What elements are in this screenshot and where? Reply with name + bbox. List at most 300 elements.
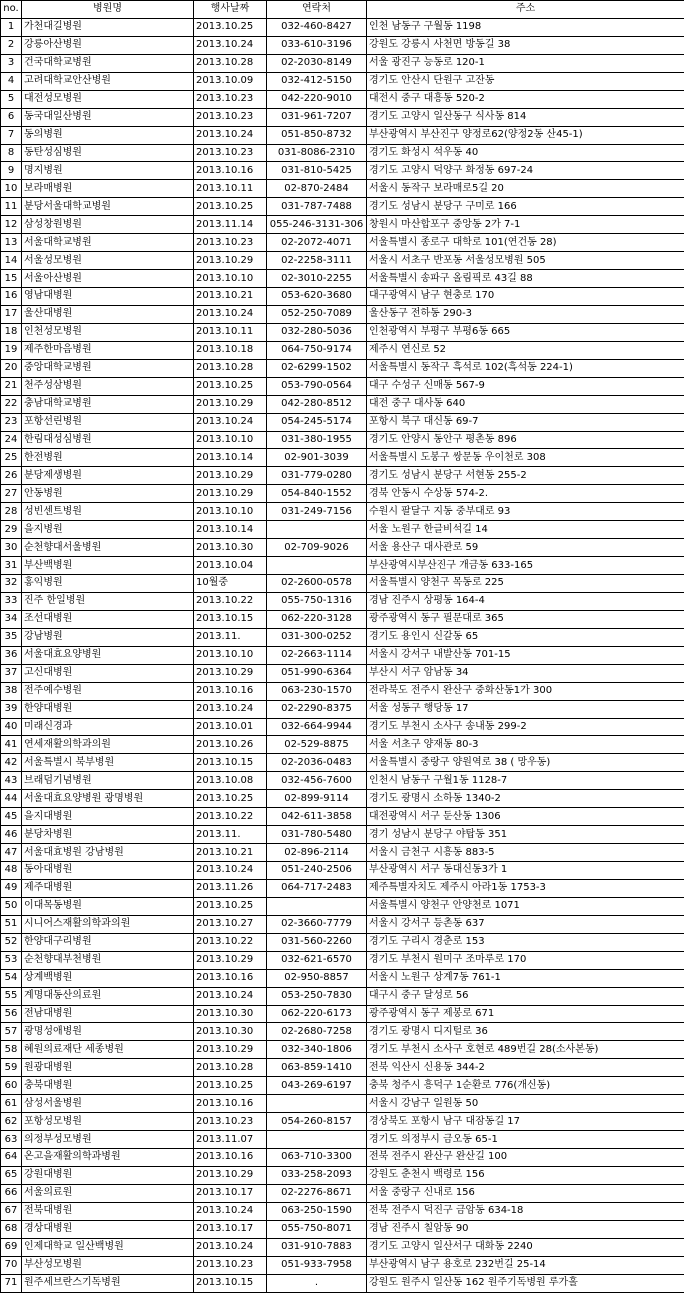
address-cell: 서울 노원구 한글비석길 14 xyxy=(367,521,684,539)
address-cell: 서울시 강남구 일원동 50 xyxy=(367,1095,684,1113)
hospital-name-cell: 한전병원 xyxy=(22,449,194,467)
phone-number-cell: 055-246-3131-306 xyxy=(267,216,367,234)
hospital-name-cell: 계명대동산의료원 xyxy=(22,987,194,1005)
table-row xyxy=(1,1166,684,1184)
hospital-name-cell: 울산대병원 xyxy=(22,305,194,323)
phone-number-cell: 063-710-3300 xyxy=(267,1149,367,1167)
table-row xyxy=(1,413,684,431)
event-date-cell: 2013.10.22 xyxy=(194,592,267,610)
address-cell: 서울시 강서구 등촌동 637 xyxy=(367,915,684,933)
table-row xyxy=(1,628,684,646)
address-cell: 경기도 고양시 일산서구 대화동 2240 xyxy=(367,1238,684,1256)
row-number-cell: 12 xyxy=(1,216,22,234)
address-cell: 경기도 의정부시 금오동 65-1 xyxy=(367,1131,684,1149)
phone-number-cell: 02-6299-1502 xyxy=(267,359,367,377)
event-date-cell: 2013.10.22 xyxy=(194,933,267,951)
event-date-cell: 2013.10.11 xyxy=(194,323,267,341)
hospital-name-cell: 건국대학교병원 xyxy=(22,54,194,72)
event-date-cell: 2013.10.15 xyxy=(194,1274,267,1292)
hospital-name-cell: 동아대병원 xyxy=(22,862,194,880)
table-row xyxy=(1,557,684,575)
event-date-cell: 2013.10.11 xyxy=(194,180,267,198)
row-number-cell: 23 xyxy=(1,413,22,431)
table-row xyxy=(1,467,684,485)
table-row xyxy=(1,592,684,610)
phone-number-cell xyxy=(267,897,367,915)
event-date-cell: 2013.10.29 xyxy=(194,485,267,503)
event-date-cell: 2013.10.25 xyxy=(194,1077,267,1095)
address-cell: 대전 중구 대사동 640 xyxy=(367,395,684,413)
address-cell: 경기도 부천시 소사구 송내동 299-2 xyxy=(367,718,684,736)
row-number-cell: 63 xyxy=(1,1131,22,1149)
hospital-name-cell: 분당차병원 xyxy=(22,826,194,844)
table-row xyxy=(1,108,684,126)
event-date-cell: 2013.10.25 xyxy=(194,897,267,915)
address-cell: 서울 성동구 행당동 17 xyxy=(367,700,684,718)
address-cell: 경기도 광명시 디지털로 36 xyxy=(367,1023,684,1041)
row-number-cell: 22 xyxy=(1,395,22,413)
row-number-cell: 24 xyxy=(1,431,22,449)
address-cell: 경상북도 포항시 남구 대잠동길 17 xyxy=(367,1113,684,1131)
event-date-cell: 2013.10.21 xyxy=(194,844,267,862)
hospital-name-cell: 중앙대학교병원 xyxy=(22,359,194,377)
table-row xyxy=(1,1202,684,1220)
event-date-cell: 2013.10.29 xyxy=(194,467,267,485)
row-number-cell: 47 xyxy=(1,844,22,862)
event-date-cell: 2013.10.30 xyxy=(194,1023,267,1041)
event-date-cell: 2013.10.01 xyxy=(194,718,267,736)
row-number-cell: 16 xyxy=(1,288,22,306)
address-cell: 경기도 부천시 원미구 조마루로 170 xyxy=(367,951,684,969)
table-row xyxy=(1,359,684,377)
event-date-cell: 2013.10.25 xyxy=(194,377,267,395)
hospital-name-cell: 을지대병원 xyxy=(22,808,194,826)
hospital-name-cell: 원광대병원 xyxy=(22,1059,194,1077)
event-date-cell: 2013.10.24 xyxy=(194,413,267,431)
address-cell: 부산광역시 서구 동대신동3가 1 xyxy=(367,862,684,880)
row-number-cell: 55 xyxy=(1,987,22,1005)
row-number-cell: 51 xyxy=(1,915,22,933)
table-row xyxy=(1,323,684,341)
row-number-cell: 68 xyxy=(1,1220,22,1238)
hospital-name-cell: 부산백병원 xyxy=(22,557,194,575)
hospital-name-cell: 미래신경과 xyxy=(22,718,194,736)
address-cell: 대구광역시 남구 현충로 170 xyxy=(367,288,684,306)
phone-number-cell: 02-901-3039 xyxy=(267,449,367,467)
hospital-name-cell: 시니어스재활의학과의원 xyxy=(22,915,194,933)
table-row xyxy=(1,1059,684,1077)
address-cell: 경기도 성남시 분당구 서현동 255-2 xyxy=(367,467,684,485)
table-row xyxy=(1,180,684,198)
table-row xyxy=(1,862,684,880)
phone-number-cell: 02-2276-8671 xyxy=(267,1184,367,1202)
table-row xyxy=(1,395,684,413)
table-row xyxy=(1,1095,684,1113)
phone-number-cell: 055-750-8071 xyxy=(267,1220,367,1238)
table-row xyxy=(1,216,684,234)
address-cell: 강원도 춘천시 백령로 156 xyxy=(367,1166,684,1184)
hospital-name-cell: 대전성모병원 xyxy=(22,90,194,108)
hospital-name-cell: 동의병원 xyxy=(22,126,194,144)
row-number-cell: 32 xyxy=(1,575,22,593)
row-number-cell: 35 xyxy=(1,628,22,646)
phone-number-cell: 02-2680-7258 xyxy=(267,1023,367,1041)
event-date-cell: 2013.10.10 xyxy=(194,503,267,521)
address-cell: 경기도 고양시 일산동구 식사동 814 xyxy=(367,108,684,126)
row-number-cell: 4 xyxy=(1,72,22,90)
event-date-cell: 2013.11.14 xyxy=(194,216,267,234)
address-cell: 부산광역시 부산진구 양정로62(양정2동 산45-1) xyxy=(367,126,684,144)
row-number-cell: 11 xyxy=(1,198,22,216)
address-cell: 서울특별시 양천구 안양천로 1071 xyxy=(367,897,684,915)
hospital-name-cell: 천주성삼병원 xyxy=(22,377,194,395)
hospital-name-cell: 강남병원 xyxy=(22,628,194,646)
hospital-name-cell: 서울대학교병원 xyxy=(22,234,194,252)
event-date-cell: 2013.10.24 xyxy=(194,1202,267,1220)
phone-number-cell: 051-990-6364 xyxy=(267,664,367,682)
phone-number-cell: 054-260-8157 xyxy=(267,1113,367,1131)
phone-number-cell: 032-340-1806 xyxy=(267,1041,367,1059)
table-row xyxy=(1,1256,684,1274)
table-row xyxy=(1,144,684,162)
phone-number-cell xyxy=(267,557,367,575)
row-number-cell: 21 xyxy=(1,377,22,395)
address-cell: 경기도 용인시 신갈동 65 xyxy=(367,628,684,646)
address-cell: 서울시 강서구 내발산동 701-15 xyxy=(367,646,684,664)
event-date-cell: 2013.11.07 xyxy=(194,1131,267,1149)
table-row xyxy=(1,754,684,772)
hospital-name-cell: 명지병원 xyxy=(22,162,194,180)
event-date-cell: 2013.10.16 xyxy=(194,1095,267,1113)
phone-number-cell: 02-2600-0578 xyxy=(267,575,367,593)
hospital-name-cell: 브래덤기념병원 xyxy=(22,772,194,790)
hospital-name-cell: 한양대구리병원 xyxy=(22,933,194,951)
phone-number-cell: 02-3010-2255 xyxy=(267,270,367,288)
hospital-name-cell: 성빈센트병원 xyxy=(22,503,194,521)
hospital-name-cell: 원주세브란스기독병원 xyxy=(22,1274,194,1292)
hospital-name-cell: 인천성모병원 xyxy=(22,323,194,341)
event-date-cell: 2013.10.15 xyxy=(194,754,267,772)
row-number-cell: 18 xyxy=(1,323,22,341)
table-row xyxy=(1,1238,684,1256)
address-cell: 전북 익산시 신용동 344-2 xyxy=(367,1059,684,1077)
event-date-cell: 2013.10.24 xyxy=(194,700,267,718)
row-number-cell: 69 xyxy=(1,1238,22,1256)
phone-number-cell: 02-3660-7779 xyxy=(267,915,367,933)
hospital-name-cell: 온고을재활의학과병원 xyxy=(22,1149,194,1167)
event-date-cell: 2013.10.09 xyxy=(194,72,267,90)
phone-number-cell: 02-870-2484 xyxy=(267,180,367,198)
address-cell: 울산동구 전하동 290-3 xyxy=(367,305,684,323)
event-date-cell: 2013.10.28 xyxy=(194,1059,267,1077)
hospital-name-cell: 삼성서울병원 xyxy=(22,1095,194,1113)
hospital-name-cell: 서울아산병원 xyxy=(22,270,194,288)
phone-number-cell: 02-2663-1114 xyxy=(267,646,367,664)
event-date-cell: 2013.10.25 xyxy=(194,198,267,216)
phone-number-cell: 042-280-8512 xyxy=(267,395,367,413)
phone-number-cell: 032-664-9944 xyxy=(267,718,367,736)
row-number-cell: 3 xyxy=(1,54,22,72)
event-date-cell: 2013.10.16 xyxy=(194,162,267,180)
phone-number-cell xyxy=(267,1131,367,1149)
header-hospital-name: 병원명 xyxy=(22,1,194,19)
address-cell: 경기도 구리시 경춘로 153 xyxy=(367,933,684,951)
hospital-name-cell: 보라매병원 xyxy=(22,180,194,198)
table-row xyxy=(1,575,684,593)
row-number-cell: 27 xyxy=(1,485,22,503)
hospital-name-cell: 부산성모병원 xyxy=(22,1256,194,1274)
address-cell: 대전광역시 서구 둔산동 1306 xyxy=(367,808,684,826)
hospital-name-cell: 충북대병원 xyxy=(22,1077,194,1095)
address-cell: 서울시 서초구 반포동 서울성모병원 505 xyxy=(367,252,684,270)
hospital-name-cell: 서울대효요양병원 광명병원 xyxy=(22,790,194,808)
phone-number-cell: 054-245-5174 xyxy=(267,413,367,431)
table-row xyxy=(1,252,684,270)
row-number-cell: 45 xyxy=(1,808,22,826)
table-row xyxy=(1,915,684,933)
row-number-cell: 70 xyxy=(1,1256,22,1274)
event-date-cell: 2013.10.29 xyxy=(194,252,267,270)
phone-number-cell: 02-896-2114 xyxy=(267,844,367,862)
table-row xyxy=(1,449,684,467)
event-date-cell: 2013.10.08 xyxy=(194,772,267,790)
event-date-cell: 2013.10.29 xyxy=(194,664,267,682)
event-date-cell: 2013.10.10 xyxy=(194,431,267,449)
address-cell: 서울특별시 중랑구 양원역로 38 ( 망우동) xyxy=(367,754,684,772)
address-cell: 경기도 안양시 동안구 평촌동 896 xyxy=(367,431,684,449)
hospital-name-cell: 순천향대부천병원 xyxy=(22,951,194,969)
table-row xyxy=(1,987,684,1005)
phone-number-cell: 02-2258-3111 xyxy=(267,252,367,270)
phone-number-cell: 02-2030-8149 xyxy=(267,54,367,72)
address-cell: 광주광역시 동구 필문대로 365 xyxy=(367,610,684,628)
phone-number-cell: 032-460-8427 xyxy=(267,18,367,36)
table-row xyxy=(1,897,684,915)
phone-number-cell: 031-8086-2310 xyxy=(267,144,367,162)
event-date-cell: 2013.11.26 xyxy=(194,879,267,897)
address-cell: 경기 성남시 분당구 야탑동 351 xyxy=(367,826,684,844)
phone-number-cell: 062-220-3128 xyxy=(267,610,367,628)
address-cell: 경기도 성남시 분당구 구미로 166 xyxy=(367,198,684,216)
phone-number-cell: 032-280-5036 xyxy=(267,323,367,341)
event-date-cell: 2013.10.24 xyxy=(194,862,267,880)
table-row xyxy=(1,646,684,664)
table-row xyxy=(1,664,684,682)
event-date-cell: 2013.10.14 xyxy=(194,521,267,539)
event-date-cell: 2013.11. xyxy=(194,628,267,646)
row-number-cell: 20 xyxy=(1,359,22,377)
address-cell: 인천시 남동구 구월1동 1128-7 xyxy=(367,772,684,790)
row-number-cell: 39 xyxy=(1,700,22,718)
row-number-cell: 65 xyxy=(1,1166,22,1184)
event-date-cell: 2013.10.27 xyxy=(194,915,267,933)
phone-number-cell: 031-300-0252 xyxy=(267,628,367,646)
table-row xyxy=(1,1220,684,1238)
hospital-name-cell: 홍익병원 xyxy=(22,575,194,593)
hospital-name-cell: 서울성모병원 xyxy=(22,252,194,270)
table-row xyxy=(1,305,684,323)
address-cell: 경기도 화성시 석우동 40 xyxy=(367,144,684,162)
table-row xyxy=(1,198,684,216)
phone-number-cell: 02-529-8875 xyxy=(267,736,367,754)
event-date-cell: 2013.10.26 xyxy=(194,736,267,754)
phone-number-cell: 02-2072-4071 xyxy=(267,234,367,252)
phone-number-cell: 033-258-2093 xyxy=(267,1166,367,1184)
row-number-cell: 71 xyxy=(1,1274,22,1292)
address-cell: 경기도 부천시 소사구 호현로 489번길 28(소사본동) xyxy=(367,1041,684,1059)
row-number-cell: 15 xyxy=(1,270,22,288)
table-row xyxy=(1,933,684,951)
hospital-name-cell: 순천향대서울병원 xyxy=(22,539,194,557)
table-body xyxy=(1,18,684,1292)
event-date-cell: 10월중 xyxy=(194,575,267,593)
phone-number-cell: 064-750-9174 xyxy=(267,341,367,359)
hospital-name-cell: 제주대병원 xyxy=(22,879,194,897)
row-number-cell: 64 xyxy=(1,1149,22,1167)
row-number-cell: 7 xyxy=(1,126,22,144)
row-number-cell: 44 xyxy=(1,790,22,808)
hospital-name-cell: 한림대성심병원 xyxy=(22,431,194,449)
phone-number-cell: 051-850-8732 xyxy=(267,126,367,144)
event-date-cell: 2013.10.23 xyxy=(194,1256,267,1274)
row-number-cell: 19 xyxy=(1,341,22,359)
hospital-name-cell: 고려대학교안산병원 xyxy=(22,72,194,90)
address-cell: 강원도 원주시 일산동 162 원주기독병원 루가홀 xyxy=(367,1274,684,1292)
address-cell: 전북 전주시 완산구 완산길 100 xyxy=(367,1149,684,1167)
phone-number-cell: 052-250-7089 xyxy=(267,305,367,323)
table-row xyxy=(1,36,684,54)
address-cell: 창원시 마산합포구 중앙동 2가 7-1 xyxy=(367,216,684,234)
event-date-cell: 2013.10.17 xyxy=(194,1184,267,1202)
hospital-name-cell: 전남대병원 xyxy=(22,1005,194,1023)
phone-number-cell: 031-779-0280 xyxy=(267,467,367,485)
row-number-cell: 50 xyxy=(1,897,22,915)
event-date-cell: 2013.10.29 xyxy=(194,1166,267,1184)
table-row xyxy=(1,1077,684,1095)
address-cell: 대구시 중구 달성로 56 xyxy=(367,987,684,1005)
row-number-cell: 2 xyxy=(1,36,22,54)
hospital-name-cell: 포항성모병원 xyxy=(22,1113,194,1131)
hospital-name-cell: 한양대병원 xyxy=(22,700,194,718)
hospital-name-cell: 전주예수병원 xyxy=(22,682,194,700)
row-number-cell: 28 xyxy=(1,503,22,521)
address-cell: 서울 중랑구 신내로 156 xyxy=(367,1184,684,1202)
phone-number-cell: 063-230-1570 xyxy=(267,682,367,700)
row-number-cell: 67 xyxy=(1,1202,22,1220)
address-cell: 제주시 연신로 52 xyxy=(367,341,684,359)
table-row xyxy=(1,54,684,72)
row-number-cell: 62 xyxy=(1,1113,22,1131)
table-row xyxy=(1,539,684,557)
row-number-cell: 6 xyxy=(1,108,22,126)
row-number-cell: 58 xyxy=(1,1041,22,1059)
hospital-name-cell: 서울대효병원 강남병원 xyxy=(22,844,194,862)
table-row xyxy=(1,1131,684,1149)
row-number-cell: 33 xyxy=(1,592,22,610)
table-row xyxy=(1,377,684,395)
hospital-name-cell: 강원대병원 xyxy=(22,1166,194,1184)
hospital-name-cell: 포항선린병원 xyxy=(22,413,194,431)
hospital-name-cell: 제주한마음병원 xyxy=(22,341,194,359)
address-cell: 충북 청주시 흥덕구 1순환로 776(개신동) xyxy=(367,1077,684,1095)
event-date-cell: 2013.10.23 xyxy=(194,1113,267,1131)
address-cell: 전라북도 전주시 완산구 중화산동1가 300 xyxy=(367,682,684,700)
table-row xyxy=(1,485,684,503)
phone-number-cell: 031-560-2260 xyxy=(267,933,367,951)
table-row xyxy=(1,718,684,736)
table-row xyxy=(1,772,684,790)
header-address: 주소 xyxy=(367,1,684,19)
event-date-cell: 2013.10.29 xyxy=(194,1041,267,1059)
row-number-cell: 53 xyxy=(1,951,22,969)
address-cell: 부산광역시 남구 용호로 232번길 25-14 xyxy=(367,1256,684,1274)
table-row xyxy=(1,90,684,108)
row-number-cell: 36 xyxy=(1,646,22,664)
row-number-cell: 48 xyxy=(1,862,22,880)
table-row xyxy=(1,1274,684,1292)
address-cell: 서울시 동작구 보라매로5길 20 xyxy=(367,180,684,198)
hospital-name-cell: 광명성애병원 xyxy=(22,1023,194,1041)
table-row xyxy=(1,969,684,987)
row-number-cell: 5 xyxy=(1,90,22,108)
table-row xyxy=(1,521,684,539)
hospital-name-cell: 분당서울대학교병원 xyxy=(22,198,194,216)
event-date-cell: 2013.11. xyxy=(194,826,267,844)
row-number-cell: 9 xyxy=(1,162,22,180)
event-date-cell: 2013.10.23 xyxy=(194,144,267,162)
address-cell: 서울 용산구 대사관로 59 xyxy=(367,539,684,557)
address-cell: 제주특별자치도 제주시 아라1동 1753-3 xyxy=(367,879,684,897)
address-cell: 경기도 광명시 소하동 1340-2 xyxy=(367,790,684,808)
address-cell: 경기도 고양시 덕양구 화정동 697-24 xyxy=(367,162,684,180)
phone-number-cell: 063-250-1590 xyxy=(267,1202,367,1220)
row-number-cell: 10 xyxy=(1,180,22,198)
phone-number-cell: 031-249-7156 xyxy=(267,503,367,521)
row-number-cell: 25 xyxy=(1,449,22,467)
table-row xyxy=(1,700,684,718)
phone-number-cell xyxy=(267,521,367,539)
event-date-cell: 2013.10.23 xyxy=(194,234,267,252)
table-row xyxy=(1,1023,684,1041)
phone-number-cell: 054-840-1552 xyxy=(267,485,367,503)
table-row xyxy=(1,790,684,808)
phone-number-cell: 032-456-7600 xyxy=(267,772,367,790)
phone-number-cell: 042-220-9010 xyxy=(267,90,367,108)
event-date-cell: 2013.10.24 xyxy=(194,126,267,144)
phone-number-cell: 031-780-5480 xyxy=(267,826,367,844)
table-row xyxy=(1,503,684,521)
address-cell: 인천광역시 부평구 부평6동 665 xyxy=(367,323,684,341)
hospital-name-cell: 가천대길병원 xyxy=(22,18,194,36)
event-date-cell: 2013.10.15 xyxy=(194,610,267,628)
row-number-cell: 66 xyxy=(1,1184,22,1202)
row-number-cell: 17 xyxy=(1,305,22,323)
table-row xyxy=(1,1113,684,1131)
phone-number-cell: 02-2290-8375 xyxy=(267,700,367,718)
row-number-cell: 41 xyxy=(1,736,22,754)
table-row xyxy=(1,126,684,144)
phone-number-cell: 042-611-3858 xyxy=(267,808,367,826)
address-cell: 부산시 서구 암남동 34 xyxy=(367,664,684,682)
table-row xyxy=(1,736,684,754)
row-number-cell: 26 xyxy=(1,467,22,485)
event-date-cell: 2013.10.28 xyxy=(194,359,267,377)
row-number-cell: 13 xyxy=(1,234,22,252)
address-cell: 경남 진주시 칠암동 90 xyxy=(367,1220,684,1238)
address-cell: 경남 진주시 상평동 164-4 xyxy=(367,592,684,610)
row-number-cell: 30 xyxy=(1,539,22,557)
table-row xyxy=(1,1005,684,1023)
